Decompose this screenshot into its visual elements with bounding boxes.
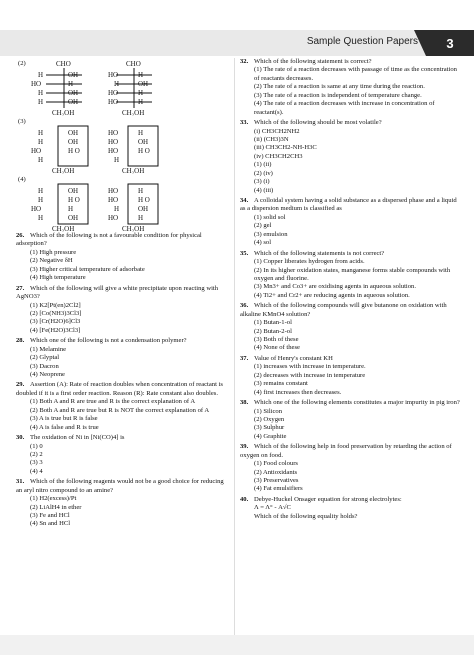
- question-stem: Which one of the following is not a condensation polymer?: [30, 337, 187, 345]
- svg-text:CH₂OH: CH₂OH: [122, 109, 145, 116]
- svg-text:CH₂OH: CH₂OH: [122, 225, 145, 232]
- question-option: (3) A is true but R is false: [30, 415, 98, 423]
- svg-text:OH: OH: [68, 187, 79, 195]
- right-question-list: [240, 58, 460, 521]
- svg-text:HO: HO: [31, 205, 42, 213]
- question-option: (4) Graphite: [254, 432, 287, 440]
- svg-text:HO: HO: [108, 71, 119, 79]
- question-option: (1) Butan-1-ol: [254, 319, 292, 327]
- question-option: (3) The rate of a reaction is independent of temperature change.: [254, 91, 422, 99]
- page-number: 3: [426, 30, 474, 56]
- question-number: 26.: [16, 232, 25, 239]
- svg-text:H: H: [38, 196, 44, 204]
- question-number: 32.: [240, 58, 249, 65]
- question-option: (4) first increases then decreases.: [254, 388, 342, 396]
- svg-text:H: H: [38, 156, 44, 164]
- svg-text:CHO: CHO: [56, 60, 71, 68]
- question-item: [240, 443, 460, 494]
- svg-text:H: H: [114, 156, 120, 164]
- header-title: Sample Question Papers: [306, 36, 418, 47]
- question-option: (4) A is false and R is true: [30, 423, 99, 431]
- question-option: (ii) (CH3)3N: [254, 135, 289, 143]
- question-stem: Which of the following reagents would not be a good choice for reducing an aryl nitro compound to an amine?: [16, 478, 224, 494]
- svg-text:CH₂OH: CH₂OH: [52, 109, 75, 116]
- svg-text:H: H: [138, 187, 144, 195]
- question-option: (2) Butan-2-ol: [254, 327, 292, 335]
- question-stem: Which of the following statement is correct?: [254, 58, 372, 65]
- question-number: 34.: [240, 197, 249, 204]
- svg-text:H: H: [38, 138, 44, 146]
- question-number: 31.: [16, 478, 25, 486]
- svg-text:OH: OH: [68, 98, 79, 106]
- question-item: [16, 285, 228, 336]
- svg-text:HO: HO: [31, 147, 42, 155]
- question-option: (2) Negative δH: [30, 257, 73, 265]
- question-option: (4) High temperature: [30, 274, 86, 282]
- question-option: (2) The rate of a reaction is same at any time during the reaction.: [254, 83, 425, 91]
- question-option: (1) High pressure: [30, 248, 77, 256]
- question-option: (4) Ti2+ and Cr2+ are reducing agents in aqueous solution.: [254, 291, 410, 299]
- question-option: (1) increases with increase in temperature.: [254, 363, 366, 371]
- question-option: (2) Antioxidants: [254, 468, 298, 476]
- question-stem: Which of the following compounds will give butanone on oxidation with alkaline KMnO4 solution?: [240, 302, 447, 318]
- question-option: (iv) CH3CH2CH3: [254, 152, 303, 160]
- question-number: 30.: [16, 434, 25, 442]
- question-option: (4) Neoprene: [30, 371, 65, 378]
- question-option: (3) [Cr(H2O)6]Cl3: [30, 318, 81, 326]
- question-number: 28.: [16, 337, 25, 345]
- svg-text:H: H: [138, 214, 144, 222]
- question-stem: Which of the following will give a white precipitate upon reacting with AgNO3?: [16, 284, 219, 301]
- question-option: (2) decreases with increase in temperature: [254, 371, 366, 379]
- question-option: (2) 2: [30, 450, 43, 458]
- question-option: (3) emulsion: [254, 230, 288, 238]
- question-option: (2) (iv): [254, 169, 273, 177]
- question-option: (2) In its higher oxidation states, manganese forms stable compounds with oxygen and fluorine.: [254, 266, 451, 282]
- question-item: [240, 302, 460, 353]
- question-option: (2) Both A and R are true but R is NOT the correct explanation of A: [30, 406, 210, 414]
- question-option: (i) CH3CH2NH2: [254, 127, 300, 135]
- svg-text:OH: OH: [138, 80, 149, 88]
- question-option: (3) Both of these: [254, 336, 299, 343]
- svg-text:HO: HO: [108, 138, 119, 146]
- fischer-diagram-3: [16, 116, 226, 174]
- question-option: (2) [Co(NH3)3Cl3]: [30, 309, 82, 317]
- question-option: (4) Sn and HCl: [30, 520, 71, 528]
- page-header: [0, 30, 474, 56]
- svg-text:H O: H O: [138, 147, 150, 155]
- question-option: (4) None of these: [254, 344, 300, 352]
- question-option: (1) Food colours: [254, 460, 298, 468]
- svg-text:OH: OH: [68, 71, 79, 79]
- question-option: (1) Silicon: [254, 407, 283, 415]
- question-item: [240, 496, 460, 521]
- question-option: (3) Fe and HCl: [30, 512, 70, 519]
- svg-text:OH: OH: [68, 138, 79, 146]
- question-option: (4) sol: [254, 239, 272, 247]
- svg-text:OH: OH: [138, 205, 149, 213]
- question-item: [16, 337, 228, 379]
- question-stem: Which of the following help in food preservation by retarding the action of oxygen on food.: [240, 443, 452, 459]
- question-option: (3) Sulphur: [254, 424, 285, 432]
- svg-text:H: H: [38, 214, 44, 222]
- question-stem: Debye-Huckel Onsager equation for strong electrolytes:: [254, 495, 402, 503]
- fischer-block-4: [16, 174, 228, 232]
- svg-text:H: H: [138, 89, 144, 97]
- question-option: (4) [Fe(H2O)3Cl3]: [30, 326, 81, 334]
- svg-text:H: H: [38, 129, 44, 137]
- svg-text:H: H: [138, 71, 144, 79]
- left-question-list: [16, 232, 228, 529]
- question-option: (1) solid sol: [254, 213, 286, 221]
- svg-text:HO: HO: [108, 98, 119, 106]
- right-column: [240, 58, 460, 523]
- question-option: (1) 0: [30, 442, 43, 450]
- svg-text:H O: H O: [68, 196, 80, 204]
- svg-text:H: H: [68, 205, 74, 213]
- question-option: (3) Mn3+ and Co3+ are oxidising agents in aqueous solution.: [254, 283, 417, 291]
- question-number: 36.: [240, 302, 249, 310]
- svg-text:HO: HO: [108, 187, 119, 195]
- svg-text:CHO: CHO: [126, 60, 141, 68]
- svg-text:CH₂OH: CH₂OH: [122, 167, 145, 174]
- question-option: (1) (ii): [254, 161, 272, 169]
- question-number: 27.: [16, 284, 25, 292]
- question-option: (3) remains constant: [254, 380, 308, 388]
- question-stem: Value of Henry's constant KH: [254, 354, 333, 362]
- question-number: 33.: [240, 119, 249, 127]
- question-option: (3) Preservatives: [254, 477, 299, 484]
- svg-text:OH: OH: [138, 138, 149, 146]
- question-item: [240, 250, 460, 301]
- question-stem: Which of the following statements is not correct?: [254, 249, 385, 257]
- svg-text:H: H: [38, 98, 44, 106]
- question-stem: Which of the following is not a favourable condition for physical adsorption?: [16, 232, 202, 248]
- question-item: [240, 119, 460, 195]
- question-number: 35.: [240, 249, 249, 257]
- svg-text:HO: HO: [108, 89, 119, 97]
- question-option: (1) Melamine: [30, 345, 67, 353]
- question-option: (2) Oxygen: [254, 415, 285, 423]
- svg-text:CH₂OH: CH₂OH: [52, 225, 75, 232]
- question-option: (1) K2[Pt(en)2Cl2]: [30, 301, 81, 309]
- fischer-diagram-2: [16, 58, 226, 116]
- question-number: 40.: [240, 495, 249, 503]
- svg-text:H: H: [68, 80, 74, 88]
- question-number: 38.: [240, 399, 249, 407]
- question-item: [240, 197, 460, 248]
- svg-text:OH: OH: [68, 129, 79, 137]
- svg-text:H O: H O: [138, 196, 150, 204]
- question-option: (2) gel: [254, 222, 272, 230]
- fischer-label: (3): [18, 118, 26, 125]
- left-column: [16, 58, 228, 531]
- svg-text:H: H: [138, 129, 144, 137]
- svg-text:OH: OH: [68, 89, 79, 97]
- question-item: [240, 58, 460, 117]
- fischer-block-3: [16, 116, 228, 174]
- fischer-label: (4): [18, 176, 26, 183]
- question-option: Which of the following equality holds?: [254, 512, 358, 520]
- question-item: [240, 355, 460, 397]
- svg-text:HO: HO: [108, 129, 119, 137]
- column-divider: [234, 58, 235, 638]
- question-item: [16, 232, 228, 283]
- fischer-label: (2): [18, 60, 26, 67]
- question-stem: A colloidal system having a solid substance as a dispersed phase and a liquid as a dispersion medium is classified as: [240, 197, 457, 213]
- question-option: (iii) CH3CH2-NH-H3C: [254, 144, 317, 152]
- question-option: (4) The rate of a reaction decreases with increase in concentration of reactant(s).: [254, 100, 435, 116]
- question-option: (1) Both A and R are true and R is the correct explanation of A: [30, 398, 196, 406]
- question-option: (1) H2(excess)/Pt: [30, 495, 77, 503]
- svg-text:HO: HO: [108, 196, 119, 204]
- question-item: [16, 381, 228, 432]
- svg-text:HO: HO: [108, 147, 119, 155]
- svg-text:H: H: [38, 71, 44, 79]
- svg-text:H: H: [38, 187, 44, 195]
- fischer-block-2: [16, 58, 228, 116]
- svg-text:HO: HO: [108, 214, 119, 222]
- question-option: (3) (i): [254, 178, 270, 186]
- question-option: (1) Copper liberates hydrogen from acids.: [254, 258, 365, 266]
- svg-text:H O: H O: [68, 147, 80, 155]
- question-option: (1) The rate of a reaction decreases with passage of time as the concentration of reactants decreases.: [254, 66, 457, 82]
- question-stem: Which of the following should be most volatile?: [254, 119, 382, 127]
- question-option: (4) (iii): [254, 186, 274, 194]
- question-stem: Which one of the following elements constitutes a major impurity in pig iron?: [254, 399, 460, 407]
- question-option: (3) Dacron: [30, 362, 59, 370]
- question-item: [16, 434, 228, 476]
- svg-text:H: H: [114, 205, 120, 213]
- question-number: 39.: [240, 443, 249, 451]
- question-number: 29.: [16, 381, 25, 389]
- svg-text:H: H: [38, 89, 44, 97]
- question-stem: The oxidation of Ni in [Ni(CO)4] is: [30, 434, 125, 442]
- page-footer: [0, 635, 474, 655]
- question-stem: Assertion (A): Rate of reaction doubles when concentration of reactant is doubled if it is a first order reaction. Reason (R): Rate constant also doubles.: [16, 381, 223, 397]
- question-option: (3) 3: [30, 459, 43, 467]
- question-item: [16, 478, 228, 529]
- svg-text:HO: HO: [31, 80, 42, 88]
- question-option: (2) LiAlH4 in ether: [30, 503, 82, 511]
- fischer-diagram-4: [16, 174, 226, 232]
- svg-text:CH₂OH: CH₂OH: [52, 167, 75, 174]
- svg-text:OH: OH: [68, 214, 79, 222]
- question-option: (2) Glyptal: [30, 354, 60, 362]
- svg-text:H: H: [114, 80, 120, 88]
- question-number: 37.: [240, 354, 249, 362]
- svg-text:H: H: [138, 98, 144, 106]
- question-option: Λ = Λ° - A√C: [254, 504, 291, 512]
- question-item: [240, 399, 460, 441]
- question-option: (4) Fat emulsifiers: [254, 485, 303, 493]
- question-option: (3) Higher critical temperature of adsorbate: [30, 265, 145, 273]
- question-option: (4) 4: [30, 467, 43, 475]
